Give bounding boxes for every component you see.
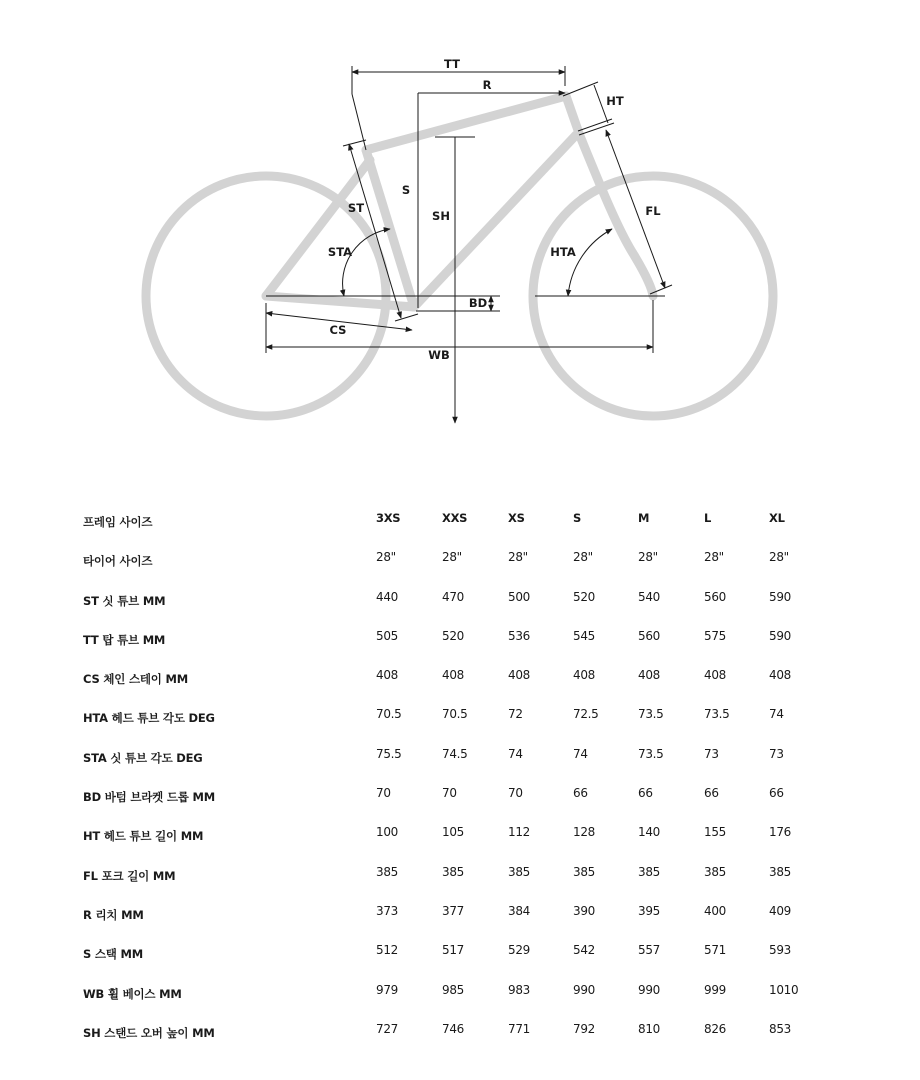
table-cell: 520	[573, 589, 596, 604]
table-row	[83, 659, 823, 698]
st-top-tick	[343, 140, 366, 146]
table-cell: 985	[442, 982, 465, 997]
table-cell: 73	[704, 746, 719, 761]
table-cell: 28"	[704, 550, 724, 565]
table-cell: 853	[769, 1021, 792, 1036]
table-cell: 66	[638, 786, 653, 801]
label-wb: WB	[428, 348, 450, 362]
table-row	[83, 541, 823, 580]
table-cell: 377	[442, 903, 465, 918]
table-cell: 540	[638, 589, 661, 604]
row-label: WB 휠 베이스 MM	[83, 986, 182, 1001]
table-cell: 792	[573, 1021, 596, 1036]
table-cell: 990	[573, 982, 596, 997]
table-cell: 395	[638, 903, 661, 918]
geometry-table	[83, 502, 823, 1052]
size-header-cell: L	[704, 511, 712, 525]
table-cell: 72	[508, 707, 523, 722]
table-header-row	[83, 502, 823, 541]
table-cell: 746	[442, 1021, 465, 1036]
ht-top-tick	[563, 82, 598, 96]
table-cell: 105	[442, 825, 465, 840]
table-cell: 500	[508, 589, 531, 604]
table-cell: 140	[638, 825, 661, 840]
table-cell: 73	[769, 746, 784, 761]
table-cell: 155	[704, 825, 727, 840]
table-cell: 560	[704, 589, 727, 604]
table-cell: 70	[442, 786, 457, 801]
table-cell: 28"	[376, 550, 396, 565]
table-cell: 28"	[442, 550, 462, 565]
row-label: SH 스탠드 오버 높이 MM	[83, 1025, 215, 1040]
table-cell: 470	[442, 589, 465, 604]
table-cell: 408	[769, 668, 792, 683]
table-cell: 979	[376, 982, 399, 997]
size-header-cell: XS	[508, 511, 525, 525]
table-cell: 73.5	[704, 707, 730, 722]
label-r: R	[482, 78, 492, 92]
table-cell: 400	[704, 903, 727, 918]
table-cell: 983	[508, 982, 531, 997]
size-header-cell: S	[573, 511, 581, 525]
table-cell: 112	[508, 825, 531, 840]
table-cell: 542	[573, 943, 596, 958]
hta-angle-arc	[568, 229, 612, 296]
label-ht: HT	[606, 94, 624, 108]
table-cell: 73.5	[638, 746, 664, 761]
table-cell: 575	[704, 628, 727, 643]
table-cell: 28"	[508, 550, 528, 565]
table-cell: 408	[704, 668, 727, 683]
label-s: S	[401, 183, 411, 197]
label-sh: SH	[432, 209, 450, 223]
table-cell: 990	[638, 982, 661, 997]
table-cell: 66	[704, 786, 719, 801]
table-row	[83, 934, 823, 973]
table-cell: 536	[508, 628, 531, 643]
table-cell: 529	[508, 943, 531, 958]
table-cell: 100	[376, 825, 399, 840]
seat-tube	[366, 150, 414, 307]
row-label: R 리치 MM	[83, 907, 144, 922]
table-cell: 408	[638, 668, 661, 683]
table-cell: 593	[769, 943, 792, 958]
table-row	[83, 698, 823, 737]
size-header-cell: XL	[769, 511, 785, 525]
table-cell: 810	[638, 1021, 661, 1036]
table-cell: 74	[573, 746, 588, 761]
table-cell: 440	[376, 589, 399, 604]
table-cell: 128	[573, 825, 596, 840]
table-cell: 75.5	[376, 746, 402, 761]
table-cell: 70.5	[442, 707, 468, 722]
label-cs: CS	[329, 323, 347, 337]
table-cell: 385	[638, 864, 661, 879]
table-row	[83, 816, 823, 855]
chain-stay	[266, 296, 414, 307]
top-tube	[366, 96, 566, 150]
table-cell: 385	[769, 864, 792, 879]
table-cell: 1010	[769, 982, 799, 997]
table-cell: 512	[376, 943, 399, 958]
row-label: 프레임 사이즈	[83, 515, 153, 529]
row-label: 타이어 사이즈	[83, 554, 153, 569]
table-cell: 74	[508, 746, 523, 761]
table-cell: 70	[376, 786, 391, 801]
table-cell: 70.5	[376, 707, 402, 722]
table-cell: 385	[704, 864, 727, 879]
table-cell: 176	[769, 825, 792, 840]
row-label: STA 싯 튜브 각도 DEG	[83, 750, 203, 765]
table-cell: 74	[769, 707, 784, 722]
table-cell: 385	[442, 864, 465, 879]
label-tt: TT	[444, 57, 460, 71]
st-bottom-tick	[395, 314, 418, 321]
table-cell: 73.5	[638, 707, 664, 722]
table-cell: 28"	[769, 550, 789, 565]
bike-geometry-diagram	[0, 0, 920, 440]
row-label: FL 포크 길이 MM	[83, 868, 176, 883]
table-cell: 66	[769, 786, 784, 801]
table-cell: 72.5	[573, 707, 599, 722]
table-cell: 385	[573, 864, 596, 879]
row-label: CS 체인 스테이 MM	[83, 672, 188, 687]
table-row	[83, 620, 823, 659]
table-cell: 517	[442, 943, 465, 958]
table-row	[83, 895, 823, 934]
size-header-cell: M	[638, 511, 650, 525]
label-sta: STA	[327, 245, 353, 259]
label-fl: FL	[645, 204, 661, 218]
table-cell: 28"	[638, 550, 658, 565]
fork	[580, 136, 653, 296]
row-label: HT 헤드 튜브 길이 MM	[83, 829, 204, 844]
label-st: ST	[347, 201, 365, 215]
table-cell: 409	[769, 903, 792, 918]
table-cell: 727	[376, 1021, 399, 1036]
table-cell: 590	[769, 628, 792, 643]
table-cell: 571	[704, 943, 727, 958]
table-cell: 408	[508, 668, 531, 683]
size-header-cell: XXS	[442, 511, 468, 525]
table-row	[83, 777, 823, 816]
row-label: S 스택 MM	[83, 947, 143, 962]
table-cell: 373	[376, 903, 399, 918]
table-cell: 520	[442, 628, 465, 643]
table-cell: 408	[376, 668, 399, 683]
row-label: HTA 헤드 튜브 각도 DEG	[83, 711, 215, 726]
row-label: TT 탑 튜브 MM	[83, 632, 166, 647]
table-cell: 384	[508, 903, 531, 918]
label-bd: BD	[468, 296, 488, 310]
table-cell: 826	[704, 1021, 727, 1036]
head-tube	[566, 96, 580, 136]
table-cell: 385	[508, 864, 531, 879]
table-cell: 408	[442, 668, 465, 683]
table-cell: 390	[573, 903, 596, 918]
table-cell: 408	[573, 668, 596, 683]
row-label: ST 싯 튜브 MM	[83, 593, 166, 608]
bike-frame	[266, 96, 653, 307]
table-cell: 28"	[573, 550, 593, 565]
table-cell: 505	[376, 628, 399, 643]
label-hta: HTA	[550, 245, 576, 259]
table-cell: 590	[769, 589, 792, 604]
table-row	[83, 856, 823, 895]
table-cell: 999	[704, 982, 727, 997]
table-row	[83, 581, 823, 620]
size-header-cell: 3XS	[376, 511, 401, 525]
row-label: BD 바텀 브라켓 드롭 MM	[83, 790, 215, 805]
table-cell: 545	[573, 628, 596, 643]
table-cell: 771	[508, 1021, 531, 1036]
table-row	[83, 738, 823, 777]
table-cell: 385	[376, 864, 399, 879]
table-row	[83, 1013, 823, 1052]
table-cell: 560	[638, 628, 661, 643]
table-cell: 66	[573, 786, 588, 801]
table-cell: 70	[508, 786, 523, 801]
table-cell: 557	[638, 943, 661, 958]
table-cell: 74.5	[442, 746, 468, 761]
table-row	[83, 974, 823, 1013]
